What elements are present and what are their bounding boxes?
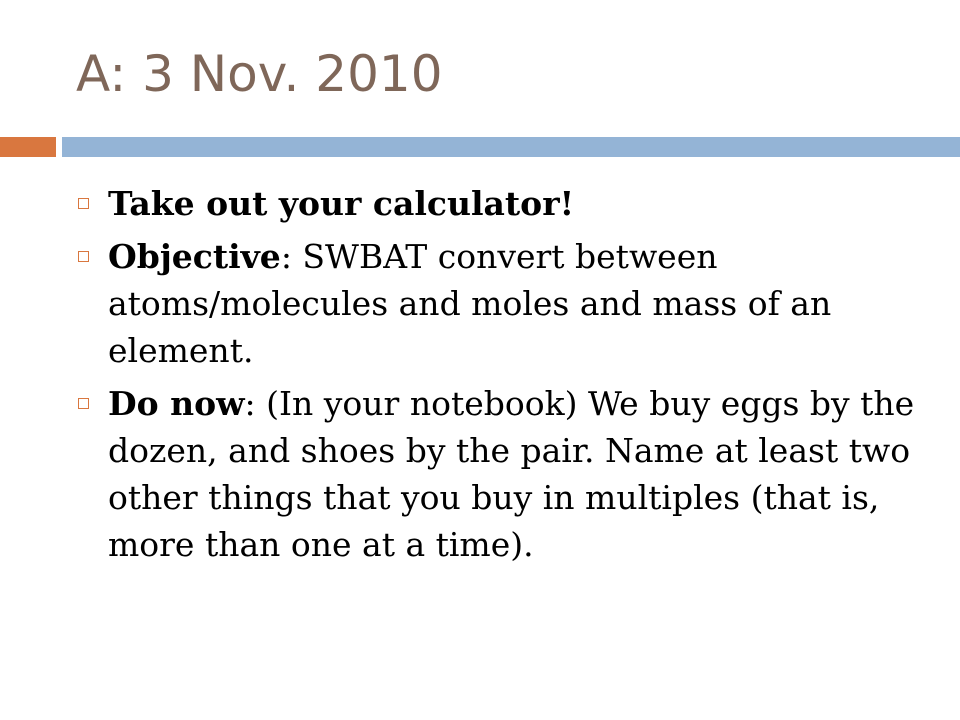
bullet-item-calculator [72, 180, 932, 227]
hollow-square-icon [78, 198, 89, 209]
bullet-body-text: : (In your notebook) We buy eggs by the dozen, and shoes by the pair. Name at least two other things that you buy in multiples (that is, more than one at a time). [108, 384, 915, 564]
slide-title: A: 3 Nov. 2010 [76, 45, 443, 103]
bullet-body-text: : SWBAT convert between atoms/molecules and moles and mass of an element. [108, 237, 832, 370]
title-accent-bar-blue [62, 137, 960, 157]
hollow-square-icon [78, 398, 89, 409]
bullet-lead-text: Take out your calculator! [108, 184, 575, 223]
bullet-item-objective [72, 233, 932, 374]
hollow-square-icon [78, 251, 89, 262]
bullet-list [72, 180, 932, 574]
bullet-item-do-now [72, 380, 932, 568]
title-accent-bar-orange [0, 137, 56, 157]
bullet-lead-text: Objective [108, 237, 281, 276]
bullet-lead-text: Do now [108, 384, 245, 423]
